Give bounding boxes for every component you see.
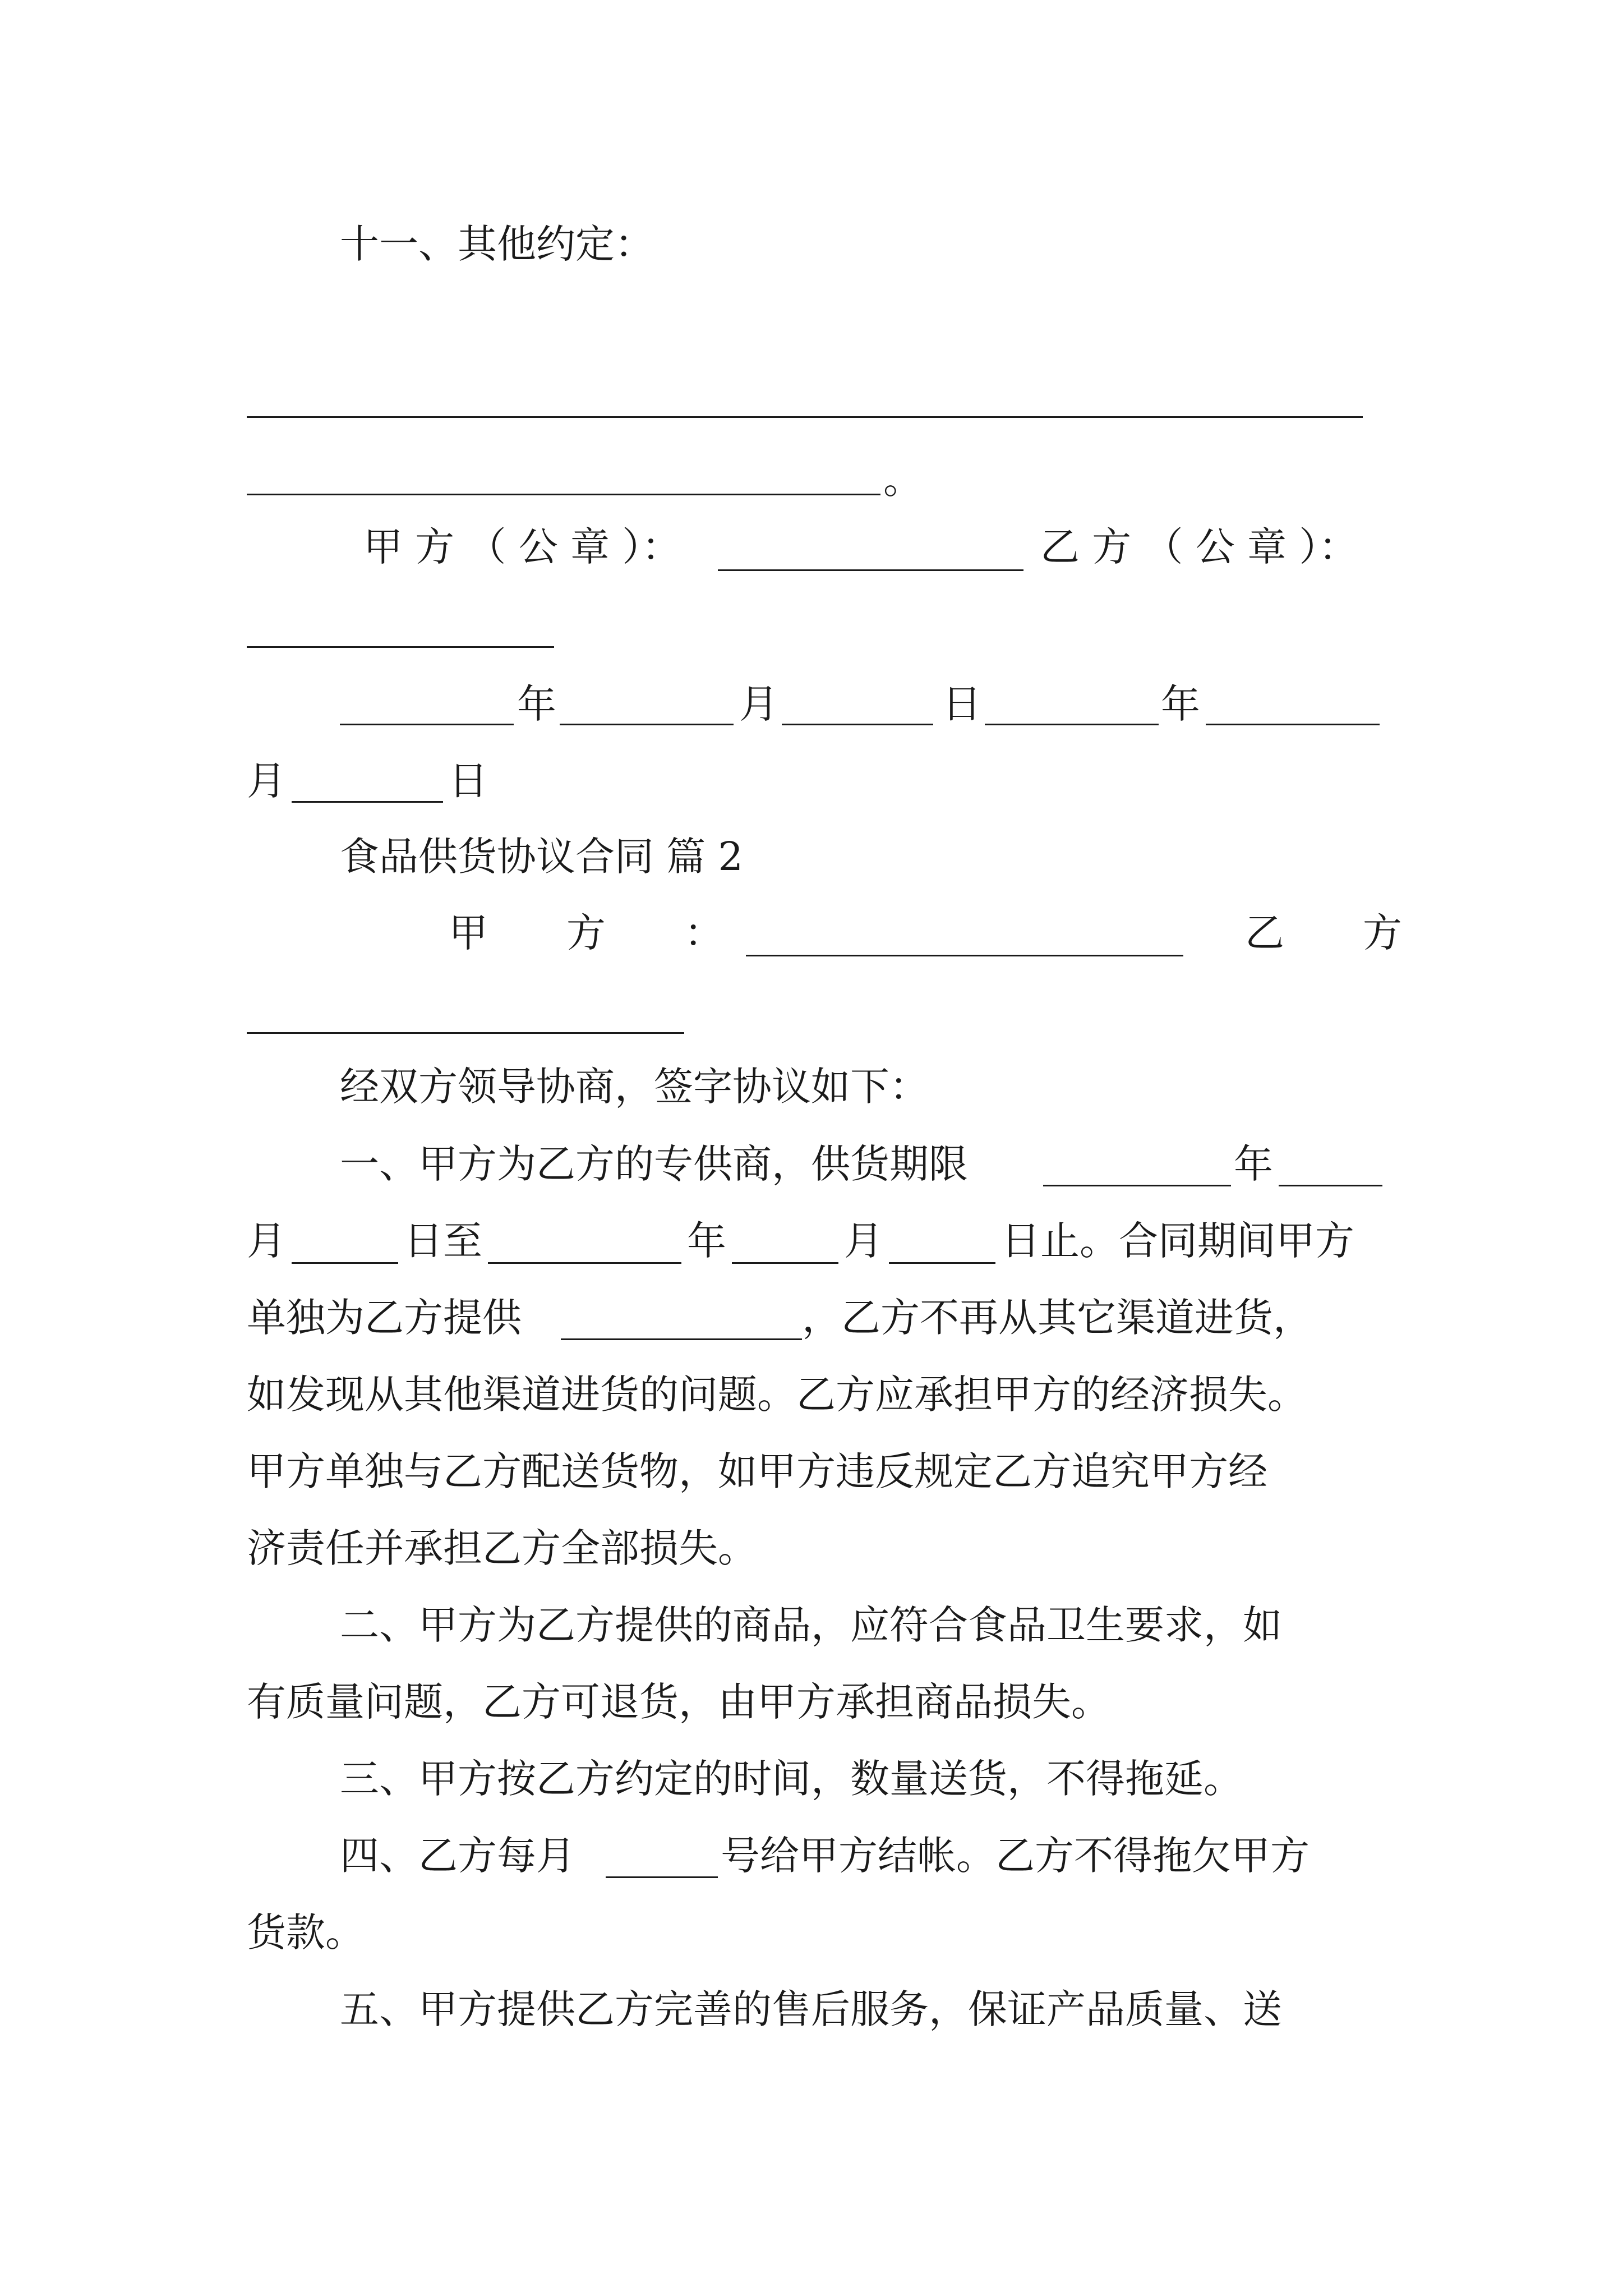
supply-day-end-blank — [889, 1262, 995, 1264]
month-blank-a — [560, 724, 734, 725]
clause-4-line-2: 货款。 — [247, 1910, 365, 1955]
settlement-day-blank — [606, 1876, 718, 1878]
party-b-label: 乙 方 — [1245, 910, 1402, 956]
party-a-blank — [746, 955, 1183, 956]
supply-year-end-label: 年 — [687, 1218, 726, 1264]
year-label-b: 年 — [1161, 681, 1200, 727]
year-blank-b — [985, 724, 1159, 725]
clause-3: 三、甲方按乙方约定的时间，数量送货，不得拖延。 — [340, 1756, 1243, 1802]
clause-1-line-6: 济责任并承担乙方全部损失。 — [247, 1525, 757, 1571]
day-label-a: 日 — [942, 681, 981, 727]
party-a-label: 甲 方 ： — [449, 910, 723, 956]
clause-1-line-2-end: 日止。合同期间甲方 — [1001, 1218, 1354, 1264]
clause-2-line-1: 二、甲方为乙方提供的商品，应符合食品卫生要求，如 — [340, 1602, 1282, 1648]
blank-line-2 — [247, 494, 880, 495]
blank-line-1 — [247, 416, 1363, 418]
clause-1-line-5: 甲方单独与乙方配送货物，如甲方违反规定乙方追究甲方经 — [247, 1448, 1267, 1494]
supply-month-start-label: 月 — [247, 1218, 286, 1264]
supply-year-start-label: 年 — [1234, 1141, 1273, 1187]
supply-year-start-blank — [1043, 1185, 1231, 1186]
supply-month-start-blank — [1279, 1185, 1382, 1186]
supply-year-end-blank — [488, 1262, 681, 1264]
contract-title-2: 食品供货协议合同 篇 2 — [340, 834, 744, 880]
party-a-seal-label: 甲 方 （ 公 章 ）： — [363, 524, 681, 570]
month-label-b: 月 — [247, 758, 286, 804]
year-label-a: 年 — [517, 681, 556, 727]
clause-1-until: 日至 — [404, 1218, 482, 1264]
blank-line-end-mark: 。 — [883, 457, 923, 503]
clause-5-line-1: 五、甲方提供乙方完善的售后服务，保证产品质量、送 — [340, 1986, 1282, 2032]
day-label-b: 日 — [449, 758, 488, 804]
other-terms-heading: 十一、其他约定： — [340, 221, 654, 267]
supply-month-end-blank — [732, 1262, 838, 1264]
intro-paragraph: 经双方领导协商，签字协议如下： — [340, 1064, 929, 1110]
month-blank-b — [1206, 724, 1380, 725]
month-label-a: 月 — [739, 681, 778, 727]
day-blank-a — [782, 724, 933, 725]
supply-day-start-blank — [292, 1262, 398, 1264]
clause-1-line-4: 如发现从其他渠道进货的问题。乙方应承担甲方的经济损失。 — [247, 1372, 1307, 1418]
clause-4-line-1-start: 四、乙方每月 — [340, 1833, 575, 1879]
clause-2-line-2: 有质量问题，乙方可退货，由甲方承担商品损失。 — [247, 1679, 1110, 1725]
supply-goods-blank — [561, 1338, 802, 1340]
day-blank-b — [292, 801, 443, 803]
clause-1-line-3-start: 单独为乙方提供 — [247, 1295, 522, 1341]
clause-1-line-3-end: ，乙方不再从其它渠道进货， — [802, 1295, 1312, 1341]
supply-month-end-label: 月 — [844, 1218, 883, 1264]
party-b-seal-label: 乙 方 （ 公 章 ）： — [1040, 524, 1358, 570]
party-a-seal-blank — [718, 569, 1023, 571]
party-b-blank — [247, 1032, 684, 1034]
clause-4-line-1-end: 号给甲方结帐。乙方不得拖欠甲方 — [721, 1833, 1310, 1879]
party-b-seal-blank — [247, 646, 554, 648]
year-blank-a — [340, 724, 514, 725]
clause-1-line-1: 一、甲方为乙方的专供商，供货期限 — [340, 1141, 968, 1187]
